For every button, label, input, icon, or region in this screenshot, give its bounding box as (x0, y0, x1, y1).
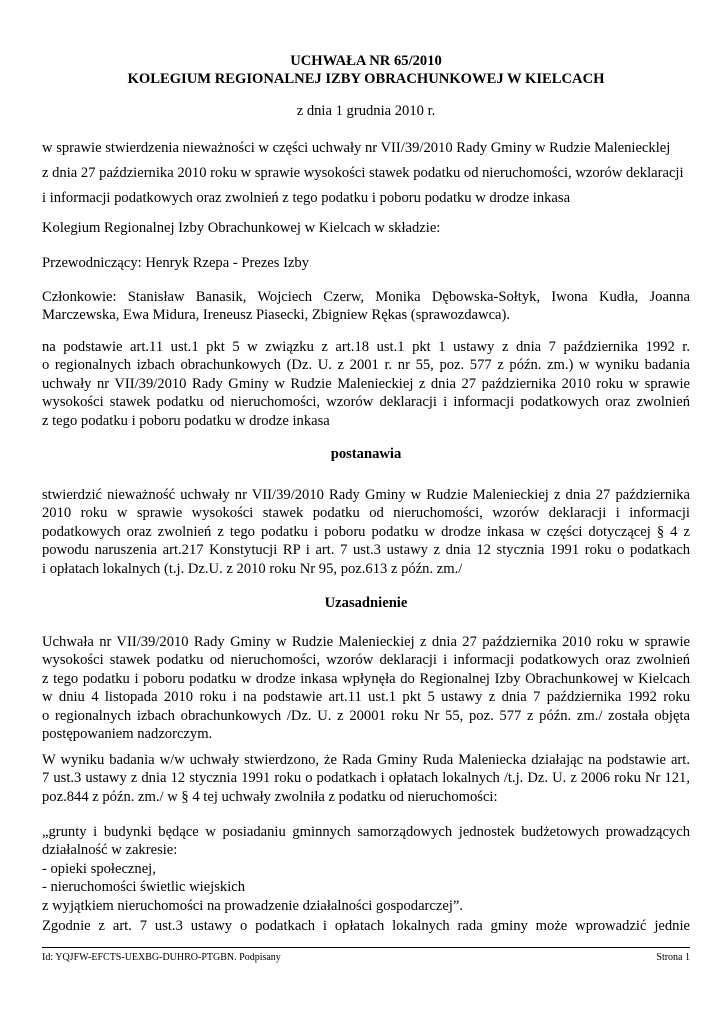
justification-line: o regionalnych izbach obrachunkowych /Dz. U. z 20001 roku Nr 55, poz. 577 z późn. zm./ została objęta (42, 707, 690, 724)
quoted-provision (42, 823, 690, 915)
quote-line: z wyjątkiem nieruchomości na prowadzenie działalności gospodarczej”. (42, 897, 464, 914)
footer-page-number: Strona 1 (656, 952, 690, 963)
document-subtitle: KOLEGIUM REGIONALNEJ IZBY OBRACHUNKOWEJ W KIELCACH (127, 71, 605, 88)
legal-basis-line: z tego podatku i poboru podatku w drodze inkasa (42, 412, 330, 429)
quote-line: - opieki społecznej, (42, 860, 156, 877)
legal-basis-line: uchwały nr VII/39/2010 Rady Gminy w Rudzie Malenieckiej z dnia 27 października 2010 roku w sprawie (42, 375, 690, 392)
subject-line: i informacji podatkowych oraz zwolnień z tego podatku i poboru podatku w drodze inkasa (42, 190, 571, 206)
justification-line: poz.844 z późn. zm./ w § 4 tej uchwały zwolniła z podatku od nieruchomości: (42, 788, 498, 805)
justification-line: wysokości stawek podatku od nieruchomości, wzorów deklaracji i informacji podatkowych oraz zwolnień (42, 652, 690, 669)
decision-line: podatkowych oraz zwolnień z tego podatku i poboru podatku w drodze inkasa w części dotyczącej § 4 z (42, 523, 690, 540)
quote-line: - nieruchomości świetlic wiejskich (42, 879, 246, 896)
quote-line: „grunty i budynki będące w posiadaniu gminnych samorządowych jednostek budżetowych prowadzących (42, 824, 690, 840)
trailing-paragraph: Zgodnie z art. 7 ust.3 ustawy o podatkach i opłatach lokalnych rada gminy może wprowadzić jednie (42, 918, 690, 934)
justification-line: w dniu 4 listopada 2010 roku i na podstawie art.11 ust.1 pkt 5 ustawy z dnia 7 października 1992 roku (42, 689, 690, 706)
quote-line: działalność w zakresie: (42, 842, 178, 859)
justification-line: W wyniku badania w/w uchwały stwierdzono, że Rada Gminy Ruda Maleniecka działając na podstawie art. (42, 752, 690, 768)
justification-heading: Uzasadnienie (324, 595, 408, 611)
subject-line: z dnia 27 października 2010 roku w sprawie wysokości stawek podatku od nieruchomości, wzorów deklaracji (42, 165, 684, 181)
justification-line: Uchwała nr VII/39/2010 Rady Gminy w Rudzie Malenieckiej z dnia 27 października 2010 roku w sprawie (42, 634, 690, 650)
document-title: UCHWAŁA NR 65/2010 (290, 53, 442, 69)
decision-paragraph (42, 486, 690, 578)
document-date: z dnia 1 grudnia 2010 r. (296, 103, 436, 119)
legal-basis-line: na podstawie art.11 ust.1 pkt 5 w związku z art.18 ust.1 pkt 1 ustawy z dnia 7 października 1992 r. (42, 339, 690, 355)
footer-document-id: Id: YQJFW-EFCTS-UEXBG-DUHRO-PTGBN. Podpisany (42, 952, 281, 963)
decision-line: i opłatach lokalnych (t.j. Dz.U. z 2010 roku Nr 95, poz.613 z późn. zm./ (42, 560, 463, 577)
chairman-paragraph: Przewodniczący: Henryk Rzepa - Prezes Izby (42, 255, 310, 271)
document-header (42, 52, 690, 89)
justification-line: 7 ust.3 ustawy z dnia 12 stycznia 1991 roku o podatkach i opłatach lokalnych /t.j. Dz. U. z 2006 roku Nr 121, (42, 770, 690, 787)
subject-paragraph (42, 136, 690, 211)
legal-basis-paragraph (42, 338, 690, 430)
footer-divider (42, 947, 690, 948)
justification-paragraph-2 (42, 751, 690, 806)
decision-line: 2010 roku w sprawie wysokości stawek podatku od nieruchomości, wzorów deklaracji i informacji (42, 505, 690, 522)
decision-line: stwierdzić nieważność uchwały nr VII/39/2010 Rady Gminy w Rudzie Malenieckiej z dnia 27 października (42, 487, 690, 503)
legal-basis-line: o regionalnych izbach obrachunkowych (Dz. U. z 2001 r. nr 55, poz. 577 z późn. zm.) w wyniku badania (42, 357, 690, 374)
justification-line: postępowaniem nadzorczym. (42, 726, 213, 743)
decision-line: powodu naruszenia art.217 Konstytucji RP i art. 7 ust.3 ustawy z dnia 12 stycznia 1991 roku o podatkach (42, 542, 690, 559)
members-line: Marczewska, Ewa Midura, Ireneusz Piasecki, Zbigniew Rękas (sprawozdawca). (42, 307, 511, 324)
decides-heading: postanawia (330, 446, 402, 462)
justification-paragraph-1 (42, 633, 690, 743)
justification-line: z tego podatku i poboru podatku w drodze inkasa wpłynęła do Regionalnej Izby Obrachunkowej w Kielcach (42, 670, 690, 687)
members-paragraph (42, 288, 690, 325)
legal-basis-line: wysokości stawek podatku od nieruchomości, wzorów deklaracji i informacji podatkowych oraz zwolnień (42, 394, 690, 411)
subject-line: w sprawie stwierdzenia nieważności w części uchwały nr VII/39/2010 Rady Gminy w Rudzie Maleniecklej (42, 140, 671, 156)
members-line: Członkowie: Stanisław Banasik, Wojciech Czerw, Monika Dębowska-Sołtyk, Iwona Kudła, Joanna (42, 289, 690, 305)
composition-paragraph: Kolegium Regionalnej Izby Obrachunkowej w Kielcach w składzie: (42, 220, 441, 236)
